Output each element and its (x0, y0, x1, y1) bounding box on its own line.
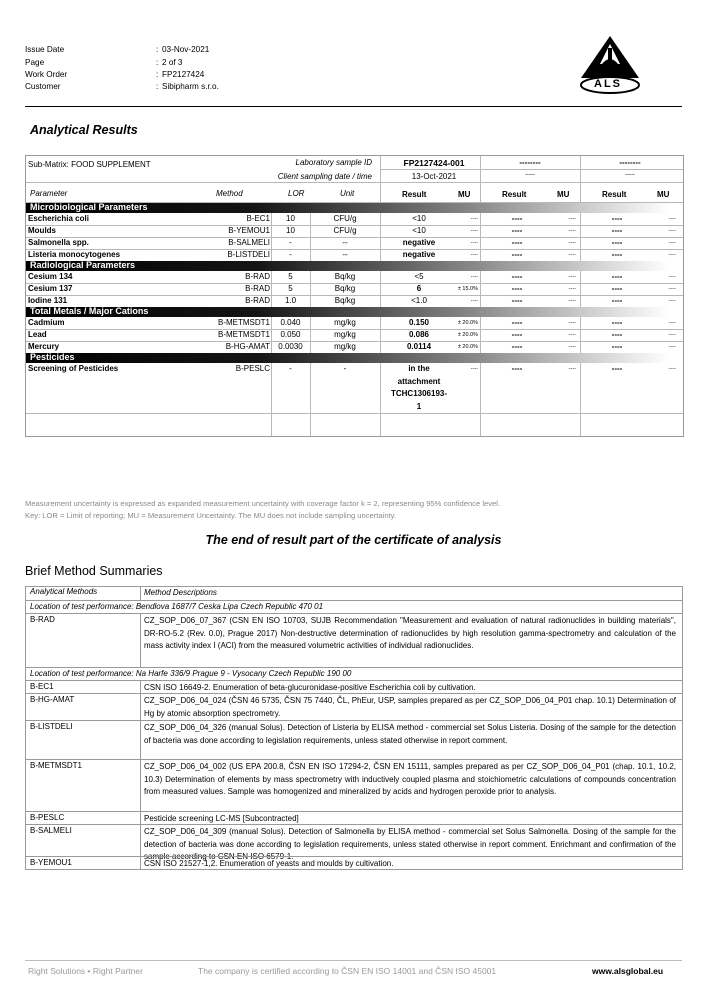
mu-value: ---- (470, 298, 478, 304)
method-code: B-METMSDT1 (218, 330, 270, 339)
unit-value: Bq/kg (334, 296, 356, 305)
result-value: TCHC1306193- (390, 389, 448, 398)
sampling-date-3: ----- (625, 172, 635, 178)
lor-value: 1.0 (284, 296, 297, 305)
footer-tagline: Right Solutions • Right Partner (28, 966, 143, 976)
mu-value-empty: ---- (568, 252, 576, 258)
result-value-empty: ---- (511, 318, 523, 327)
parameter-name: Moulds (28, 226, 56, 235)
parameter-name: Iodine 131 (28, 296, 68, 305)
mu-value-empty: ---- (668, 344, 676, 350)
mu-value: ---- (470, 228, 478, 234)
mu-value-empty: ---- (668, 216, 676, 222)
unit-value: -- (342, 250, 348, 259)
logo-text: ALS (594, 78, 622, 90)
result-value-empty: ---- (511, 296, 523, 305)
lor-value: 0.040 (280, 318, 301, 327)
note-uncertainty: Measurement uncertainty is expressed as expanded measurement uncertainty with coverage factor k = 2, representing 95% confidence level. (25, 499, 501, 508)
results-table (25, 155, 684, 437)
result-value-empty: ---- (511, 284, 523, 293)
method-summary-table (25, 586, 683, 870)
section-band (26, 261, 683, 271)
method-code: B-RAD (245, 296, 270, 305)
parameter-name: Screening of Pesticides (28, 364, 119, 373)
method-code: B-PESLC (235, 364, 270, 373)
parameter-name: Salmonella spp. (28, 238, 89, 247)
lor-value: - (289, 238, 292, 247)
mu-value-empty: ---- (668, 320, 676, 326)
sample-id-1: FP2127424-001 (403, 158, 465, 168)
result-value-empty: ---- (511, 364, 523, 373)
mu-value-empty: ---- (668, 366, 676, 372)
mu-value: ± 20.0% (457, 332, 478, 338)
mu-value-empty: ---- (568, 240, 576, 246)
result-value: 1 (416, 401, 422, 411)
mu-value: ---- (470, 240, 478, 246)
section-title: Radiological Parameters (30, 260, 136, 270)
method-row-b-peslc: B-PESLC Pesticide screening LC-MS [Subcontracted] (26, 811, 682, 825)
section-title: Microbiological Parameters (30, 202, 148, 212)
method-code: B-HG-AMAT (225, 342, 270, 351)
lor-value: 10 (286, 226, 295, 235)
result-value-empty: ---- (611, 284, 623, 293)
col-header-method: Method (216, 189, 243, 198)
mu-value: ---- (470, 366, 478, 372)
result-value-empty: ---- (611, 226, 623, 235)
col-header-result-3: Result (602, 190, 627, 199)
unit-value: CFU/g (333, 226, 357, 235)
footer-certification: The company is certified according to ČSN EN ISO 14001 and ČSN ISO 45001 (198, 966, 497, 976)
col-header-mu-1: MU (458, 190, 471, 199)
unit-value: mg/kg (334, 318, 356, 327)
result-value-empty: ---- (511, 214, 523, 223)
method-code: B-RAD (245, 272, 270, 281)
client-sampling-label: Client sampling date / time (277, 172, 372, 181)
result-value-empty: ---- (511, 238, 523, 247)
lor-value: 5 (288, 284, 293, 293)
result-value-empty: ---- (611, 296, 623, 305)
unit-value: mg/kg (334, 330, 356, 339)
parameter-name: Listeria monocytogenes (28, 250, 121, 259)
mu-value-empty: ---- (568, 298, 576, 304)
result-value-empty: ---- (611, 330, 623, 339)
result-value-empty: ---- (611, 214, 623, 223)
result-value-empty: ---- (511, 330, 523, 339)
method-code: B-YEMOU1 (228, 226, 270, 235)
result-row (26, 271, 683, 283)
sampling-date-1: 13-Oct-2021 (411, 172, 457, 181)
result-row (26, 363, 683, 413)
section-band (26, 353, 683, 363)
result-value: <5 (414, 272, 424, 281)
lor-value: 0.0030 (278, 342, 303, 351)
section-band (26, 307, 683, 317)
lor-value: 10 (286, 214, 295, 223)
result-value: <10 (412, 214, 426, 223)
col-header-lor: LOR (288, 189, 305, 198)
end-statement: The end of result part of the certificate of analysis (205, 533, 502, 547)
section-band (26, 203, 683, 213)
location-row-2: Location of test performance: Na Harfe 336/9 Prague 9 - Vysocany Czech Republic 190 00 (26, 667, 682, 681)
mu-value-empty: ---- (568, 344, 576, 350)
unit-value: - (343, 364, 347, 373)
method-row-b-hg-amat: B-HG-AMAT CZ_SOP_D06_04_024 (ČSN 46 5735, ČSN 75 7440, ČL, PhEur, USP, samples prepared as per CZ_SOP_D06_04_P01 chap. 10.1) Determination of Hg by atomic absorption spectrometry. (26, 693, 682, 721)
method-row-b-listdeli: B-LISTDELI CZ_SOP_D06_04_326 (manual Solus). Detection of Listeria by ELISA method - commercial set Solus Listeria. Dosing of the sample for the detection of bacteria was done according to legislation requirements, unless stated otherwise in report comment. (26, 720, 682, 760)
unit-value: -- (342, 238, 348, 247)
parameter-name: Lead (28, 330, 47, 339)
result-value-empty: ---- (511, 250, 523, 259)
unit-value: CFU/g (333, 214, 357, 223)
method-row-b-ec1: B-EC1 CSN ISO 16649-2. Enumeration of beta-glucuronidase-positive Escherichia coli by cultivation. (26, 680, 682, 694)
result-value: in the (408, 364, 430, 373)
col-header-result-1: Result (402, 190, 427, 199)
lor-value: - (289, 250, 292, 259)
mu-value-empty: ---- (568, 366, 576, 372)
lor-value: 5 (288, 272, 293, 281)
parameter-name: Cadmium (28, 318, 65, 327)
unit-value: mg/kg (334, 342, 356, 351)
mu-value: ± 20.0% (457, 320, 478, 326)
method-code: B-METMSDT1 (218, 318, 270, 327)
result-value: attachment (397, 376, 441, 386)
method-code: B-LISTDELI (227, 250, 270, 259)
result-value-empty: ---- (611, 364, 623, 373)
lor-value: 0.050 (280, 330, 301, 339)
result-row (26, 329, 683, 341)
col-header-parameter: Parameter (30, 189, 68, 198)
brief-method-summaries-title: Brief Method Summaries (25, 564, 163, 578)
mu-value: ± 20.0% (457, 344, 478, 350)
section-title: Total Metals / Major Cations (30, 306, 149, 316)
mu-value-empty: ---- (668, 274, 676, 280)
result-value-empty: ---- (511, 272, 523, 281)
mu-value-empty: ---- (568, 228, 576, 234)
parameter-name: Escherichia coli (28, 214, 89, 223)
method-row-b-salmeli: B-SALMELI CZ_SOP_D06_04_309 (manual Solus). Detection of Salmonella by ELISA method - commercial set Solus Salmonella. Dosing of the sample for the detection of bacteria was done according to legislation requirements, unless stated otherwise in report comment. Enrichmant and confirmation of the sample according to CSN EN ISO 6579-1. (26, 824, 682, 857)
location-row-1: Location of test performance: Bendlova 1687/7 Ceska Lipa Czech Republic 470 01 (26, 600, 682, 614)
parameter-name: Cesium 137 (28, 284, 73, 293)
sample-id-3: -------- (619, 158, 641, 167)
method-row-b-metmsdt1: B-METMSDT1 CZ_SOP_D06_04_002 (US EPA 200.8, ČSN EN ISO 17294-2, ČSN EN 15111, samples prepared as per CZ_SOP_D06_04_P01 (chap. 10.1, 10.2, 10.3) Determination of elements by mass spectrometry with inductively coupled plasma and stoichiometric calculations of compounds concentration from measured values. Sample was homogenized and mineralized by acids and hydrogen peroxide prior to analysis. (26, 759, 682, 812)
analytical-results-title: Analytical Results (30, 123, 138, 137)
result-value: negative (402, 238, 436, 247)
result-value-empty: ---- (611, 238, 623, 247)
mu-value-empty: ---- (568, 216, 576, 222)
result-row (26, 225, 683, 237)
col-header-unit: Unit (340, 189, 355, 198)
result-row (26, 317, 683, 329)
lor-value: - (289, 364, 292, 373)
result-row (26, 213, 683, 225)
method-code: B-SALMELI (228, 238, 270, 247)
mu-value: ---- (470, 252, 478, 258)
mu-value-empty: ---- (668, 298, 676, 304)
mu-value-empty: ---- (668, 286, 676, 292)
lab-sample-label: Laboratory sample ID (295, 158, 372, 167)
note-key: Key: LOR = Limit of reporting; MU = Measurement Uncertainty. The MU does not include sampling uncertainty. (25, 511, 396, 520)
result-row (26, 341, 683, 353)
result-value: 6 (416, 284, 422, 293)
method-row-b-yemou1: B-YEMOU1 CSN ISO 21527-1,2. Enumeration of yeasts and moulds by cultivation. (26, 856, 682, 869)
mu-value-empty: ---- (668, 240, 676, 246)
method-code: B-EC1 (246, 214, 270, 223)
als-logo (578, 34, 642, 94)
mu-value: ---- (470, 274, 478, 280)
method-code: B-RAD (245, 284, 270, 293)
section-title: Pesticides (30, 352, 75, 362)
mu-value-empty: ---- (668, 252, 676, 258)
result-value: 0.150 (408, 318, 430, 327)
mu-value-empty: ---- (568, 332, 576, 338)
col-header-result-2: Result (502, 190, 527, 199)
mu-value-empty: ---- (668, 228, 676, 234)
result-value-empty: ---- (611, 250, 623, 259)
mu-value-empty: ---- (568, 320, 576, 326)
mu-value-empty: ---- (568, 286, 576, 292)
result-value: 0.086 (408, 330, 430, 339)
sample-id-2: -------- (519, 158, 541, 167)
result-value-empty: ---- (611, 318, 623, 327)
result-value-empty: ---- (611, 342, 623, 351)
unit-value: Bq/kg (334, 284, 356, 293)
result-value-empty: ---- (611, 272, 623, 281)
parameter-name: Cesium 134 (28, 272, 73, 281)
result-value-empty: ---- (511, 342, 523, 351)
result-value: negative (402, 250, 436, 259)
result-value: <10 (412, 226, 426, 235)
footer-website-link[interactable]: www.alsglobal.eu (592, 966, 664, 976)
mu-value: ---- (470, 216, 478, 222)
result-value: <1.0 (411, 296, 427, 305)
col-header-mu-2: MU (557, 190, 570, 199)
result-row (26, 283, 683, 295)
unit-value: Bq/kg (334, 272, 356, 281)
sampling-date-2: ----- (525, 172, 535, 178)
parameter-name: Mercury (28, 342, 60, 351)
mu-value: ± 15.0% (457, 286, 478, 292)
col-header-mu-3: MU (657, 190, 670, 199)
method-table-header: Analytical Methods Method Descriptions (30, 587, 217, 597)
mu-value-empty: ---- (668, 332, 676, 338)
mu-value-empty: ---- (568, 274, 576, 280)
result-value: 0.0114 (406, 342, 432, 351)
result-row (26, 237, 683, 249)
result-value-empty: ---- (511, 226, 523, 235)
method-row-b-rad: B-RAD CZ_SOP_D06_07_367 (CSN EN ISO 10703, SUJB Recommendation "Measurement and evaluation of natural radionuclides in building materials", DR-RO-5.2 (Rev. 0.0), Prague 2017) Non-destructive determination of radionuclides by high resolution gamma-spectrometry and calculation of the mass activity index I (ACI) from the measured volumetric activities of individual radionuclides. (26, 613, 682, 668)
submatrix-label: Sub-Matrix: FOOD SUPPLEMENT (28, 160, 151, 169)
